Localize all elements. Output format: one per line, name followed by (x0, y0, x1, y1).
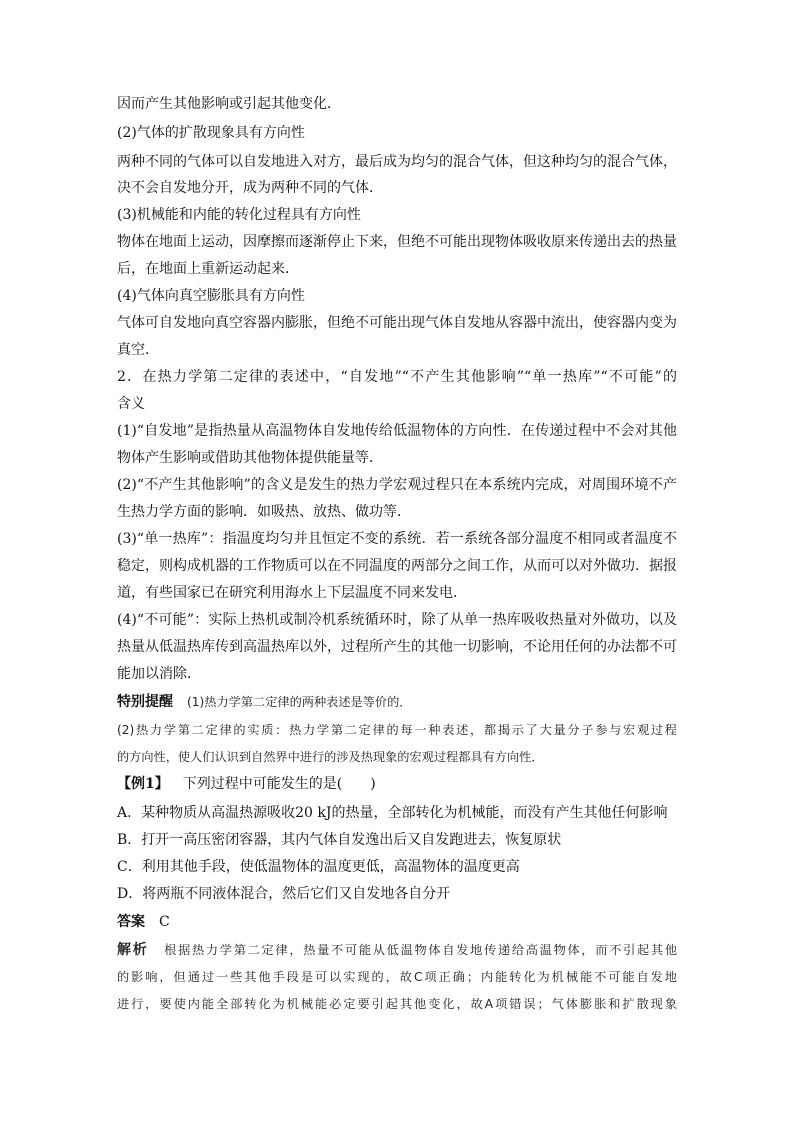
tip-label: 特别提醒 (117, 694, 173, 710)
text-line: 热量从低温热库传到高温热库以外，过程所产生的其他一切影响，不论用任何的办法都不可 (117, 639, 677, 655)
answer-value: C (159, 914, 170, 930)
tip-line-3: 的方向性，使人们认识到自然界中进行的涉及热现象的宏观过程都具有方向性． (117, 750, 544, 764)
question-text: 下列过程中可能发生的是( ) (182, 776, 376, 792)
analysis-label: 解析 (117, 942, 149, 958)
tip-line-2: (2)热力学第二定律的实质：热力学第二定律的每一种表述，都揭示了大量分子参与宏观过程 (117, 723, 677, 737)
text-line: (2)“不产生其他影响”的含义是发生的热力学宏观过程只在本系统内完成，对周围环境不产 (117, 477, 677, 493)
text-line: 物体产生影响或借助其他物体提供能量等． (117, 450, 383, 466)
text-line: (4)“不可能”：实际上热机或制冷机系统循环时，除了从单一热库吸收热量对外做功，以及 (117, 612, 677, 628)
answer-line (117, 912, 170, 932)
option-a: A．某种物质从高温热源吸收20 kJ的热量，全部转化为机械能，而没有产生其他任何影响 (117, 805, 668, 821)
text-line: 能加以消除． (117, 666, 201, 682)
option-d: D．将两瓶不同液体混合，然后它们又自发地各自分开 (117, 886, 451, 902)
section-heading: (3)机械能和内能的转化过程具有方向性 (117, 207, 361, 223)
example-question (117, 774, 376, 794)
text-line: 因而产生其他影响或引起其他变化． (117, 96, 341, 112)
example-label: 【例1】 (117, 776, 169, 792)
section-heading: (2)气体的扩散现象具有方向性 (117, 125, 305, 141)
text-line: 物体在地面上运动，因摩擦而逐渐停止下来，但绝不可能出现物体吸收原来传递出去的热量 (117, 234, 677, 250)
answer-label: 答案 (117, 914, 145, 930)
tip-text: (1)热力学第二定律的两种表述是等价的． (187, 695, 412, 709)
option-c: C．利用其他手段，使低温物体的温度更低，高温物体的温度更高 (117, 859, 520, 875)
analysis-line-2: 的影响，但通过一些其他手段是可以实现的，故C项正确；内能转化为机械能不可能自发地 (117, 970, 677, 984)
section-heading: (4)气体向真空膨胀具有方向性 (117, 288, 305, 304)
text-line: 气体可自发地向真空容器内膨胀，但绝不可能出现气体自发地从容器中流出，使容器内变为 (117, 315, 677, 331)
text-line: 两种不同的气体可以自发地进入对方，最后成为均匀的混合气体，但这种均匀的混合气体， (117, 154, 677, 170)
text-line: 真空． (117, 342, 159, 358)
text-line: 道，有些国家已在研究利用海水上下层温度不同来发电． (117, 585, 467, 601)
text-line: (1)“自发地”是指热量从高温物体自发地传给低温物体的方向性．在传递过程中不会对其他 (117, 423, 677, 439)
analysis-text: 根据热力学第二定律，热量不可能从低温物体自发地传递给高温物体，而不引起其他 (162, 943, 678, 957)
analysis-line-1 (117, 940, 677, 960)
text-line: 生热力学方面的影响．如吸热、放热、做功等． (117, 504, 411, 520)
text-line: 稳定，则构成机器的工作物质可以在不同温度的两部分之间工作，从而可以对外做功．据报 (117, 558, 677, 574)
text-line: (3)“单一热库”：指温度均匀并且恒定不变的系统．若一系统各部分温度不相同或者温度不 (117, 531, 677, 547)
tip-line-1 (117, 692, 411, 712)
text-line: 决不会自发地分开，成为两种不同的气体． (117, 180, 383, 196)
text-line: 含义 (117, 396, 145, 412)
analysis-line-3: 进行，要使内能全部转化为机械能必定要引起其他变化，故A项错误；气体膨胀和扩散现象 (117, 997, 677, 1011)
text-line: 2．在热力学第二定律的表述中，“自发地”“不产生其他影响”“单一热库”“不可能”的 (117, 369, 677, 385)
option-b: B．打开一高压密闭容器，其内气体自发逸出后又自发跑进去，恢复原状 (117, 832, 562, 848)
text-line: 后，在地面上重新运动起来． (117, 261, 299, 277)
